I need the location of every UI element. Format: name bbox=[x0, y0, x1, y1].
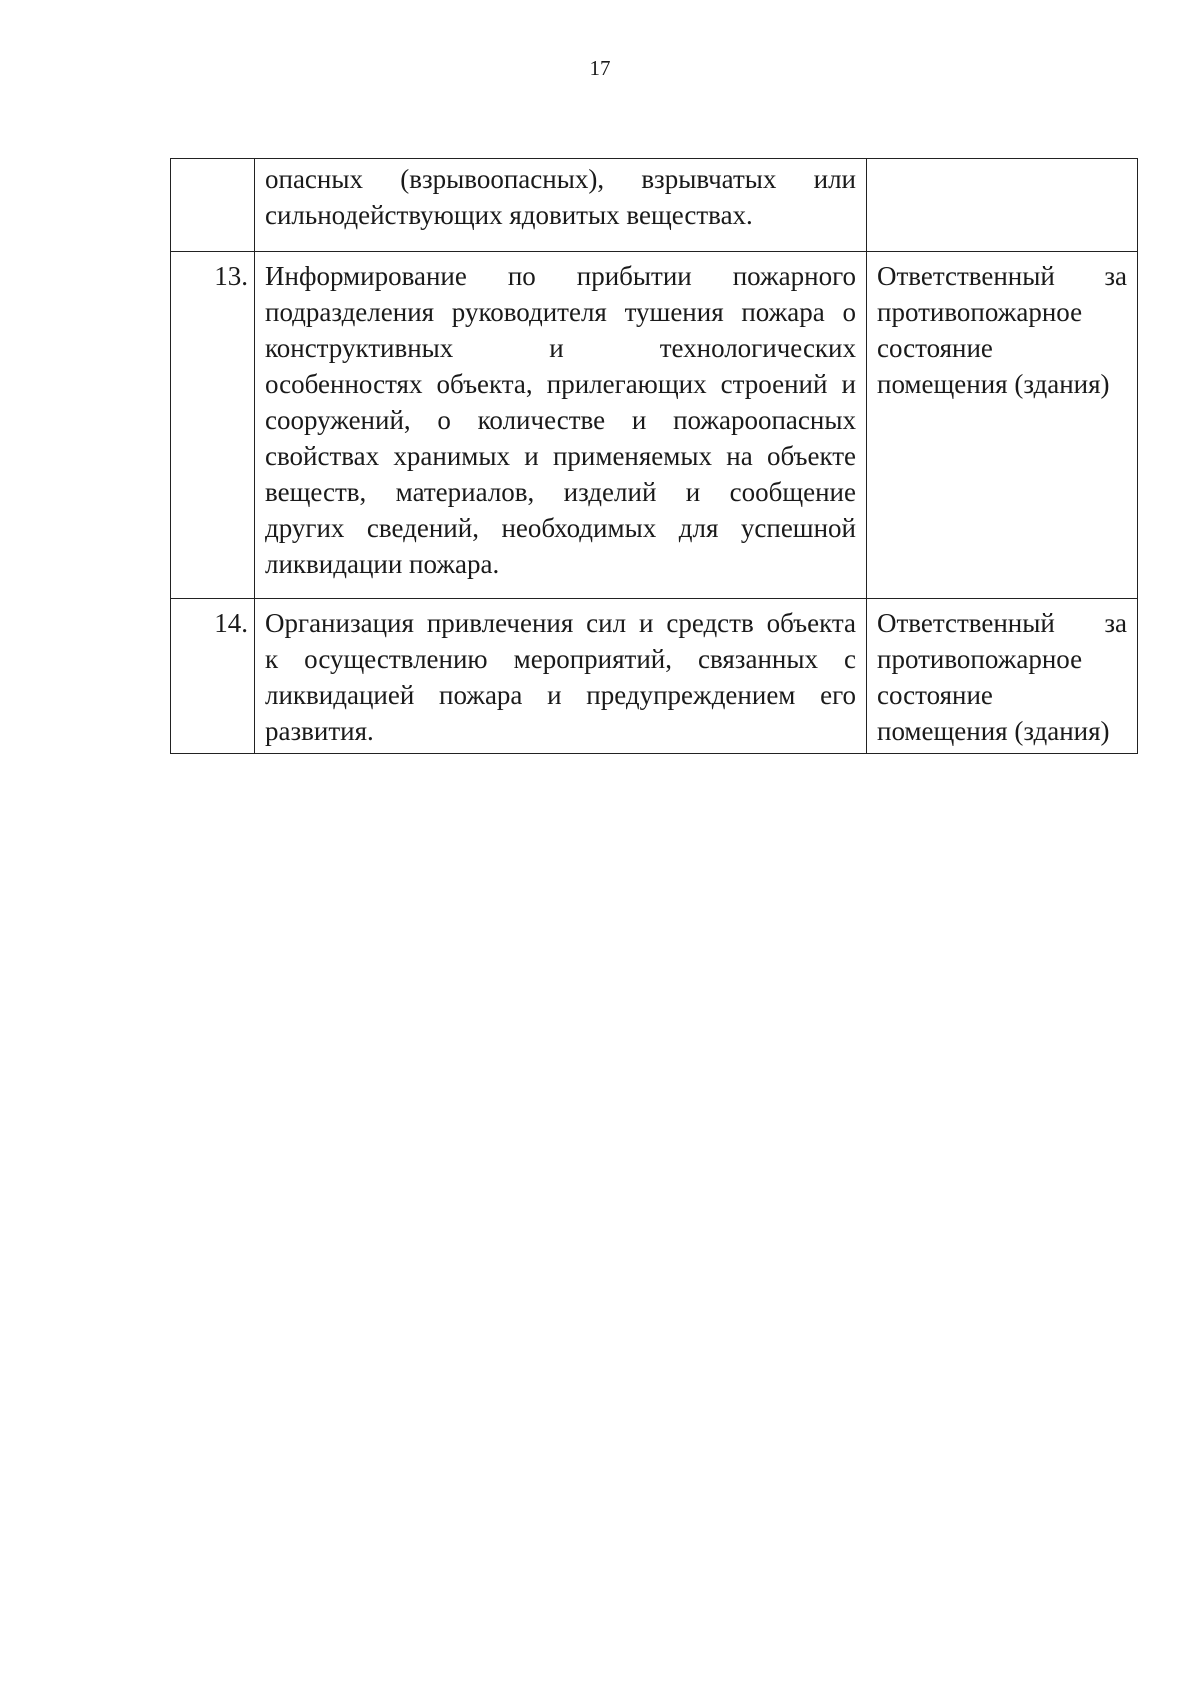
action-line: веществ, материалов, изделий и сообщение bbox=[265, 477, 856, 507]
action-line: опасных (взрывоопасных), взрывчатых или bbox=[265, 164, 856, 194]
row-number bbox=[171, 159, 255, 252]
action-cell bbox=[255, 252, 867, 599]
row-number: 14. bbox=[171, 599, 255, 754]
table-row bbox=[171, 599, 1138, 754]
action-line: особенностях объекта, прилегающих строений и bbox=[265, 369, 856, 399]
measures-table bbox=[170, 158, 1138, 754]
action-line: других сведений, необходимых для успешной bbox=[265, 513, 856, 543]
responsible-cell bbox=[867, 159, 1138, 252]
responsible-line: помещения (здания) bbox=[877, 716, 1110, 746]
page-number: 17 bbox=[589, 56, 611, 80]
responsible-line: Ответственный за bbox=[877, 608, 1127, 638]
responsible-line: помещения (здания) bbox=[877, 369, 1110, 399]
action-line: Информирование по прибытии пожарного bbox=[265, 261, 856, 291]
action-line: ликвидации пожара. bbox=[265, 549, 500, 579]
action-line: ликвидацией пожара и предупреждением его bbox=[265, 680, 856, 710]
responsible-cell bbox=[867, 599, 1138, 754]
action-line: сооружений, о количестве и пожароопасных bbox=[265, 405, 856, 435]
table-row bbox=[171, 159, 1138, 252]
responsible-line: состояние bbox=[877, 680, 993, 710]
action-line: к осуществлению мероприятий, связанных с bbox=[265, 644, 856, 674]
responsible-line: противопожарное bbox=[877, 297, 1083, 327]
responsible-line: состояние bbox=[877, 333, 993, 363]
action-line: конструктивных и технологических bbox=[265, 333, 856, 363]
action-line: развития. bbox=[265, 716, 374, 746]
action-cell bbox=[255, 599, 867, 754]
responsible-line: Ответственный за bbox=[877, 261, 1127, 291]
action-line: Организация привлечения сил и средств объекта bbox=[265, 608, 856, 638]
responsible-cell bbox=[867, 252, 1138, 599]
table-row bbox=[171, 252, 1138, 599]
row-number: 13. bbox=[171, 252, 255, 599]
responsible-line: противопожарное bbox=[877, 644, 1083, 674]
action-line: свойствах хранимых и применяемых на объекте bbox=[265, 441, 856, 471]
action-cell bbox=[255, 159, 867, 252]
action-line: подразделения руководителя тушения пожара о bbox=[265, 297, 856, 327]
action-line: сильнодействующих ядовитых веществах. bbox=[265, 200, 753, 230]
